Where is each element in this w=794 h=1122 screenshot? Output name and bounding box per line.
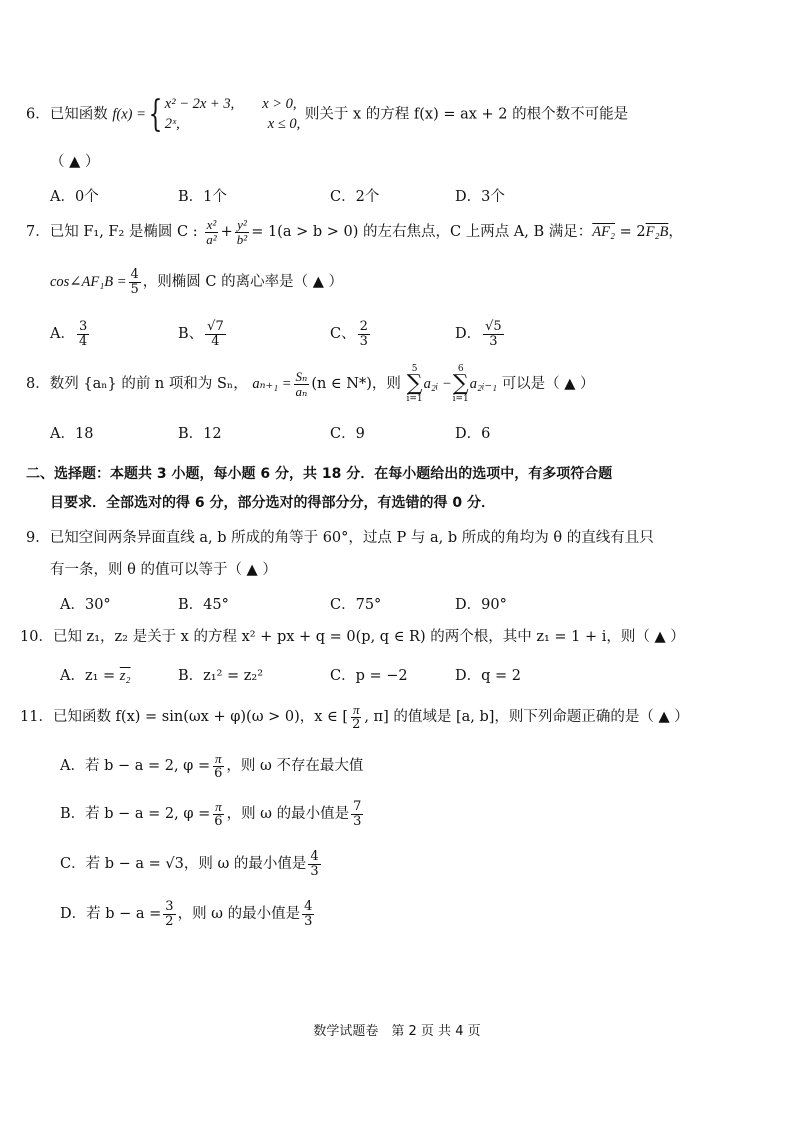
question-11-number: 11． xyxy=(20,709,53,726)
section-2-heading-line1: 二、选择题：本题共 3 小题，每小题 6 分，共 18 分．在每小题给出的选项中，有多项符合题 xyxy=(26,466,613,482)
sum-symbol-2: 6 ∑ i=1 xyxy=(452,364,469,405)
question-10-option-c: C．p = −2 xyxy=(330,668,408,684)
piece-cond1: x > 0, xyxy=(262,96,297,112)
ellipse-x-term: $\frac{\text{x²}}{\text{a²}}$ xyxy=(206,217,217,247)
ellipse-y-term: $\frac{\text{y²}}{\text{b²}}$ xyxy=(236,217,248,247)
question-8-option-c: C．9 xyxy=(330,426,365,442)
question-11-option-c: C．若 b − a = √3，则 ω 的最小值是 $\frac{4}{3}$ xyxy=(60,849,319,879)
question-7-option-c: C、 $\frac{2}{3}$ xyxy=(330,319,368,349)
question-10-option-d: D．q = 2 xyxy=(455,668,522,684)
question-11-option-a: A．若 b − a = 2, φ = $\frac{\pi}{6}$ ，则 ω 不存在最大值 xyxy=(60,751,364,781)
piece-case2: 2ˣ, xyxy=(164,115,180,132)
question-11-option-d: D．若 b − a = $\frac{3}{2}$ ，则 ω 的最小值是 $\frac{4}{3}$ xyxy=(60,899,313,929)
question-9-text: 已知空间两条异面直线 a, b 所成的角等于 60°，过点 P 与 a, b 所成的角均为 θ 的直线有且只 xyxy=(49,530,654,546)
question-6-line1 xyxy=(26,95,628,134)
question-8-an1: aₙ₊₁ = xyxy=(252,376,292,393)
question-7-rest: = 1(a > b > 0) 的左右焦点，C 上两点 A, B 满足： xyxy=(251,224,593,241)
question-6-option-c: C．2个 xyxy=(330,189,380,205)
question-7-pre: 已知 F₁, F₂ 是椭圆 C : xyxy=(49,224,198,241)
page-footer: 数学试题卷 第 2 页 共 4 页 xyxy=(313,1024,481,1039)
question-6-number: 6． xyxy=(26,106,50,123)
question-7-number: 7． xyxy=(26,224,50,241)
question-6-pre: 已知函数 xyxy=(49,106,108,123)
question-6-option-d: D．3个 xyxy=(455,189,505,205)
question-8-option-a: A．18 xyxy=(50,426,94,442)
question-10-text: 已知 z₁，z₂ 是关于 x 的方程 x² + px + q = 0(p, q ∈ R) 的两个根，其中 z₁ = 1 + i，则（ ▲ ） xyxy=(52,629,685,645)
question-11-line1 xyxy=(20,703,689,731)
brace-icon: { xyxy=(148,93,163,135)
question-11-post: , π] 的值域是 [a, b]，则下列命题正确的是（ ▲ ） xyxy=(364,709,689,726)
pi-over-2: $\frac{\pi}{2}$ xyxy=(352,702,361,732)
vector-eq: = 2 xyxy=(615,224,646,241)
question-6-option-b: B．1个 xyxy=(178,189,227,205)
question-9-option-a: A．30° xyxy=(60,597,111,613)
question-6-post: 则关于 x 的方程 f(x) = ax + 2 的根个数不可能是 xyxy=(304,106,629,123)
question-10-option-a: A．z₁ = z₂ xyxy=(60,668,131,684)
question-7-cos: cos∠AF₁B = xyxy=(50,274,127,291)
question-9-option-d: D．90° xyxy=(455,597,507,613)
question-7-line2 xyxy=(50,268,343,296)
question-9-option-c: C．75° xyxy=(330,597,382,613)
question-8-number: 8． xyxy=(26,376,50,393)
question-8-post: 可以是（ ▲ ） xyxy=(501,376,595,393)
question-7-line1 xyxy=(26,218,683,246)
question-6-option-a: A．0个 xyxy=(50,189,99,205)
question-7-option-d: D． $\frac{√5}{3}$ xyxy=(455,319,502,349)
question-8-option-d: D．6 xyxy=(455,426,491,442)
piecewise-function xyxy=(165,95,301,134)
question-9-line1 xyxy=(26,526,654,547)
question-6-fx: f(x) = xyxy=(112,106,146,123)
question-11-pre: 已知函数 f(x) = sin(ωx + φ)(ω > 0)，x ∈ [ xyxy=(52,709,349,726)
vector-f2b: F₂B xyxy=(645,224,669,241)
question-7-option-a: A． $\frac{3}{4}$ xyxy=(50,319,88,349)
question-10-number: 10． xyxy=(20,629,53,645)
sum-term-1: a₂ᵢ − xyxy=(423,376,452,393)
question-7-option-b: B、 $\frac{√7}{4}$ xyxy=(178,319,224,349)
sum-symbol-1: 5 ∑ i=1 xyxy=(406,364,423,405)
cos-fraction: $\frac{4}{5}$ xyxy=(130,267,139,297)
question-9-number: 9． xyxy=(26,530,50,546)
question-8-pre: 数列 {aₙ} 的前 n 项和为 Sₙ， xyxy=(49,376,248,393)
vector-af2: AF₂ xyxy=(592,224,616,241)
question-9-line2: 有一条，则 θ 的值可以等于（ ▲ ） xyxy=(50,562,277,578)
question-7-tail: ， xyxy=(668,224,683,241)
question-10-option-b: B．z₁² = z₂² xyxy=(178,668,264,684)
question-8-cond: (n ∈ N*)，则 xyxy=(311,376,401,393)
question-6-blank: （ ▲ ） xyxy=(50,154,100,170)
piece-case1: x² − 2x + 3, xyxy=(164,96,235,112)
question-10-line1 xyxy=(20,625,685,646)
piece-cond2: x ≤ 0, xyxy=(267,115,301,132)
question-7-line2-post: ，则椭圆 C 的离心率是（ ▲ ） xyxy=(142,274,343,291)
plus-sign: + xyxy=(220,224,233,241)
question-8-option-b: B．12 xyxy=(178,426,222,442)
sn-over-an: $\frac{\text{Sₙ}}{\text{aₙ}}$ xyxy=(295,368,308,399)
question-11-option-b: B．若 b − a = 2, φ = $\frac{\pi}{6}$ ，则 ω 的最小值是 $\frac{7}{3}$ xyxy=(60,799,362,829)
sum-term-2: a₂ᵢ₋₁ xyxy=(469,376,498,393)
question-8-line1 xyxy=(26,365,595,403)
question-9-option-b: B．45° xyxy=(178,597,229,613)
section-2-heading-line2: 目要求．全部选对的得 6 分，部分选对的得部分分，有选错的得 0 分． xyxy=(50,495,495,511)
